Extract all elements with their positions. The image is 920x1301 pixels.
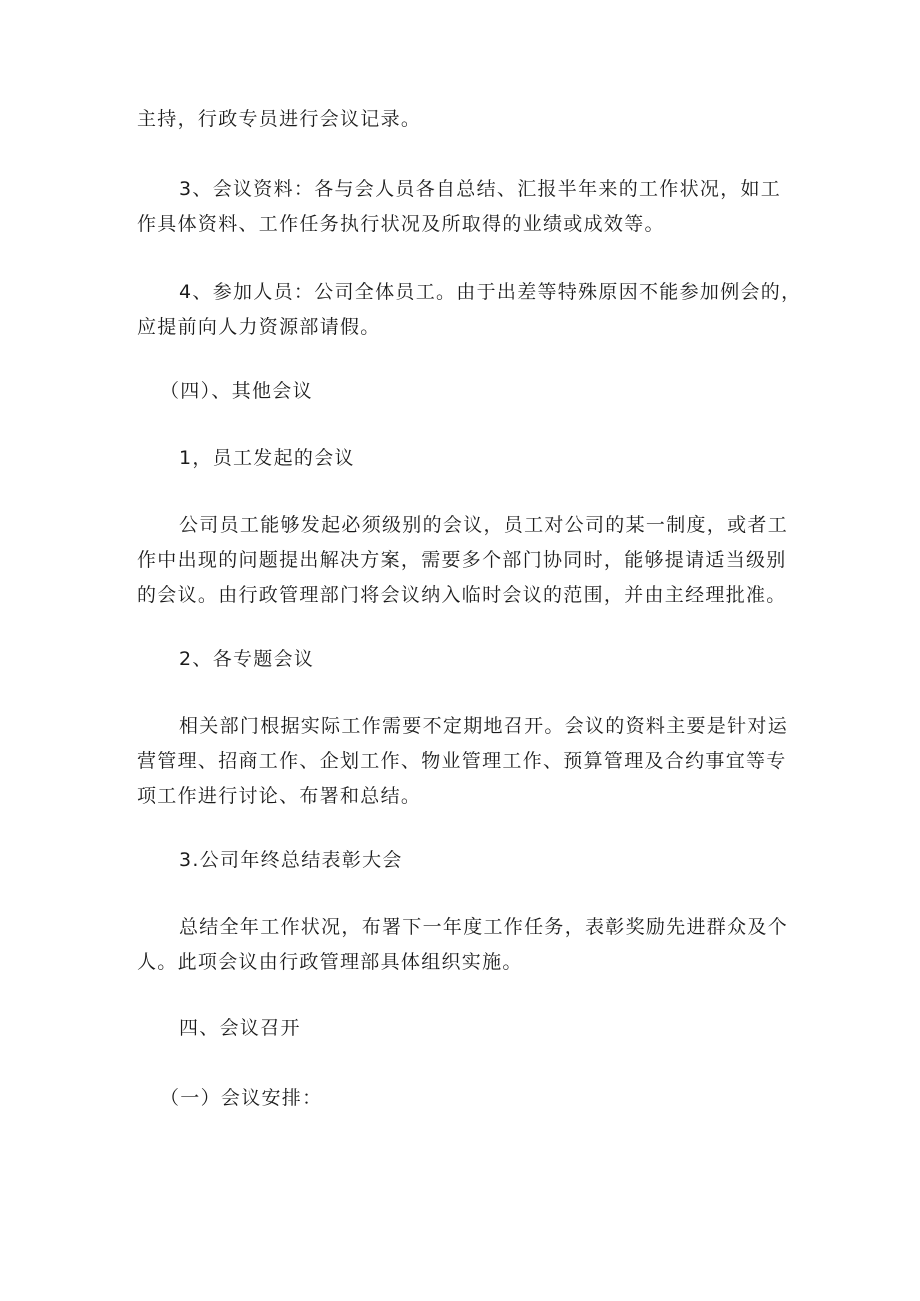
text-line: 营管理、招商工作、企划工作、物业管理工作、预算管理及合约事宜等专 (137, 750, 787, 772)
text-line: 公司员工能够发起必须级别的会议，员工对公司的某一制度，或者工 (179, 514, 789, 536)
paragraph-special-meetings (137, 709, 787, 814)
text-line: 相关部门根据实际工作需要不定期地召开。会议的资料主要是针对运 (179, 715, 789, 737)
text-line: 3、会议资料：各与会人员各自总结、汇报半年来的工作状况，如工 (179, 178, 782, 200)
paragraph-employee-meetings (137, 508, 787, 613)
text-line: 主持，行政专员进行会议记录。 (137, 108, 422, 130)
text-line: 的会议。由行政管理部门将会议纳入临时会议的范围，并由主经理批准。 (137, 584, 787, 606)
text-line: 应提前向人力资源部请假。 (137, 316, 381, 338)
text-line: 作中出现的问题提出解决方案，需要多个部门协同时，能够提请适当级别 (137, 549, 787, 571)
heading-special-meetings: 2、各专题会议 (179, 648, 315, 670)
paragraph-participants (137, 275, 802, 345)
heading-year-end-meeting: 3.公司年终总结表彰大会 (179, 849, 403, 871)
paragraph-year-end-meeting (137, 910, 787, 980)
paragraph-meeting-record (137, 102, 787, 137)
text-line: 总结全年工作状况，布署下一年度工作任务，表彰奖励先进群众及个 (179, 916, 789, 938)
heading-meeting-arrangement: （一）会议安排： (160, 1087, 323, 1109)
text-line: 4、参加人员：公司全体员工。由于出差等特殊原因不能参加例会的， (179, 281, 802, 303)
text-line: 人。此项会议由行政管理部具体组织实施。 (137, 951, 523, 973)
text-line: 作具体资料、工作任务执行状况及所取得的业绩或成效等。 (137, 213, 665, 235)
text-line: 项工作进行讨论、布署和总结。 (137, 785, 422, 807)
heading-employee-meetings: 1，员工发起的会议 (179, 447, 355, 469)
heading-other-meetings: （四）、其他会议 (160, 380, 313, 402)
paragraph-meeting-materials (137, 172, 787, 242)
heading-meeting-convening: 四、会议召开 (179, 1017, 301, 1039)
